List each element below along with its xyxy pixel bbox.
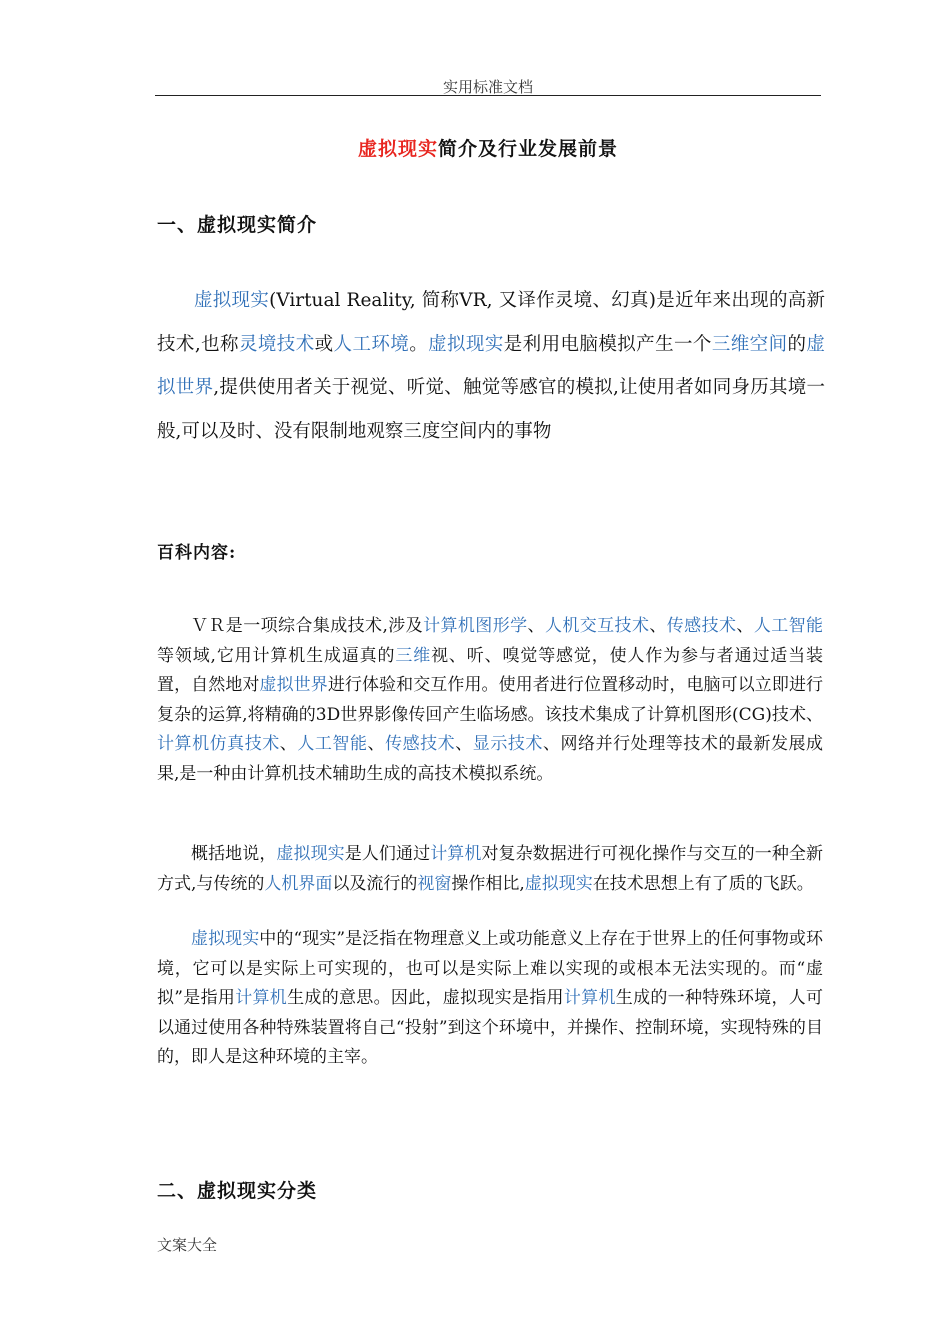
term-link[interactable]: 虚拟世界 <box>157 333 825 398</box>
text-run: 、 <box>649 616 667 636</box>
term-link[interactable]: 人机界面 <box>264 873 333 894</box>
term-link[interactable]: 计算机图形学 <box>423 616 528 636</box>
term-link[interactable]: 计算机 <box>563 988 616 1008</box>
term-link[interactable]: 人工环境 <box>333 333 410 355</box>
intro-paragraph <box>157 279 825 453</box>
term-link[interactable]: 虚拟现实 <box>428 333 504 355</box>
text-run: ＶＲ是一项综合集成技术,涉及 <box>191 616 424 636</box>
term-link[interactable]: 灵境技术 <box>238 333 315 355</box>
baike-paragraph-1 <box>157 612 823 789</box>
term-link[interactable]: 虚拟现实 <box>524 873 593 894</box>
text-run: ,提供使用者关于视觉、听觉、触觉等感官的模拟,让使用者如同身历其境一般,可以及时、没有限制地观察三度空间内的事物 <box>157 377 825 442</box>
text-run: 、 <box>279 734 298 754</box>
text-run: 、 <box>736 616 754 636</box>
term-link[interactable]: 显示技术 <box>472 734 543 754</box>
term-link[interactable]: 计算机 <box>430 844 482 864</box>
text-run: 、 <box>527 616 545 636</box>
term-link[interactable]: 三维空间 <box>711 333 788 355</box>
text-run: 视、听、嗅觉等感觉，使人作为参与者通过适当装置，自然地对 <box>157 645 824 695</box>
page-header: 实用标准文档 <box>442 78 533 96</box>
term-link[interactable]: 传感技术 <box>385 734 456 754</box>
document-title <box>0 134 950 161</box>
text-run: 操作相比, <box>451 873 525 894</box>
text-run: 对复杂数据进行可视化操作与交互的一种全新方式,与传统的 <box>157 844 824 894</box>
baike-paragraph-3 <box>157 925 823 1073</box>
term-link[interactable]: 计算机 <box>235 988 288 1008</box>
text-run: 是利用电脑模拟产生一个 <box>503 333 712 355</box>
term-link[interactable]: 视窗 <box>417 873 452 894</box>
text-run: 、网络并行处理等技术的最新发展成果,是一种由计算机技术辅助生成的高技术模拟系统。 <box>157 734 824 784</box>
text-run: 、 <box>367 734 386 754</box>
text-run: 。 <box>409 333 429 355</box>
section-heading-classification: 二、虚拟现实分类 <box>157 1180 318 1202</box>
title-rest: 简介及行业发展前景 <box>438 138 619 160</box>
text-run: 是人们通过 <box>344 844 431 864</box>
term-link[interactable]: 虚拟现实 <box>191 929 260 949</box>
header-rule <box>155 95 821 96</box>
text-run: 或 <box>314 333 334 355</box>
text-run: 进行体验和交互作用。使用者进行位置移动时，电脑可以立即进行复杂的运算,将精确的3D世界影像传回产生临场感。该技术集成了计算机图形(CG)技术、 <box>157 675 824 725</box>
text-run: 概括地说， <box>191 844 277 864</box>
term-link[interactable]: 三维 <box>395 645 432 666</box>
text-run: 生成的意思。因此，虚拟现实是指用 <box>287 988 564 1008</box>
text-run: (Virtual Reality, 简称VR, 又译作灵境、幻真)是近年来出现的高新技术,也称 <box>157 290 825 355</box>
text-run: 在技术思想上有了质的飞跃。 <box>592 873 814 894</box>
term-link[interactable]: 传感技术 <box>666 616 737 636</box>
text-run: 的 <box>787 333 807 355</box>
section-heading-intro: 一、虚拟现实简介 <box>157 214 318 236</box>
term-link[interactable]: 人工智能 <box>297 734 368 754</box>
page-footer: 文案大全 <box>157 1236 218 1254</box>
text-run: 中的“现实”是泛指在物理意义上或功能意义上存在于世界上的任何事物或环境，它可以是实际上可实现的，也可以是实际上难以实现的或根本无法实现的。而“虚拟”是指用 <box>157 929 824 1008</box>
baike-heading: 百科内容: <box>157 543 237 563</box>
term-link[interactable]: 计算机仿真技术 <box>157 734 280 754</box>
term-link[interactable]: 人工智能 <box>753 616 824 636</box>
baike-paragraph-2 <box>157 840 823 899</box>
title-highlight: 虚拟现实 <box>357 138 438 160</box>
term-link[interactable]: 人机交互技术 <box>544 616 650 636</box>
term-link[interactable]: 虚拟世界 <box>259 675 328 695</box>
text-run: 生成的一种特殊环境，人可以通过使用各种特殊装置将自己“投射”到这个环境中，并操作、控制环境，实现特殊的目的，即人是这种环境的主宰。 <box>157 988 824 1067</box>
text-run: 以及流行的 <box>332 873 418 894</box>
term-link[interactable]: 虚拟现实 <box>194 290 270 311</box>
text-run: 等领域,它用计算机生成逼真的 <box>157 645 396 666</box>
term-link[interactable]: 虚拟现实 <box>276 844 345 864</box>
text-run: 、 <box>455 734 473 754</box>
